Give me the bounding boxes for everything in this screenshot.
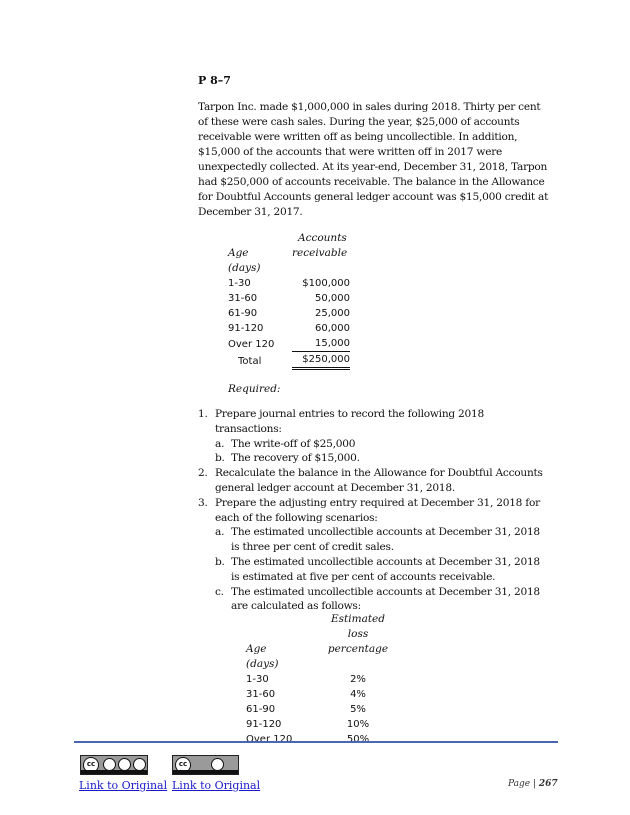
requirement-text: The estimated uncollectible accounts at December 31, 2018 [231,585,540,598]
intro-line: unexpectedly collected. At its year-end, December 31, 2018, Tarpon [198,161,548,173]
link-to-original-2[interactable]: Link to Original [172,779,261,792]
requirement-1b [198,451,558,466]
table-row [246,717,390,732]
cc-icon: cc [175,757,191,773]
intro-line: December 31, 2017. [198,206,303,218]
total-row [228,352,350,369]
requirement-text: The write-off of $25,000 [231,437,356,450]
age-cell: Over 120 [228,338,275,350]
table-row [246,687,390,702]
table-row [228,321,350,336]
cc-by-nc-sa-badge[interactable] [80,755,148,775]
requirement-1a [198,437,558,452]
header-age: Age [228,247,249,259]
intro-line: $15,000 of the accounts that were written off in 2017 were [198,146,503,158]
intro-line: of these were cash sales. During the year, $25,000 of accounts [198,116,520,128]
total-amount: $250,000 [292,352,350,369]
table-row [246,672,390,687]
table-row [246,732,390,747]
requirement-3b [198,555,558,585]
item-letter: a. [215,437,225,450]
amount-cell: 15,000 [292,336,350,352]
amount-cell: $100,000 [302,278,350,289]
requirement-text: each of the following scenarios: [215,511,378,524]
loss-percentage-table [246,612,390,747]
cc-icon: cc [83,757,99,773]
page-number-value: 267 [538,779,558,789]
intro-line: receivable were written off as being uncollectible. In addition, [198,131,518,143]
requirement-3a [198,525,558,555]
table-row [228,306,350,321]
requirement-3c [198,585,558,615]
accounts-receivable-table [228,231,350,370]
requirement-text: is estimated at five per cent of accounts receivable. [231,570,496,583]
table-row [228,291,350,306]
pct-cell: 50% [346,734,370,745]
amount-cell: 60,000 [315,323,350,334]
age-cell: 31-60 [228,293,258,304]
age-cell: 1-30 [228,278,251,289]
header-age: Age [246,643,267,655]
page-number [508,779,558,789]
requirement-text: The recovery of $15,000. [231,452,360,465]
item-letter: b. [215,555,225,568]
age-cell: 1-30 [246,674,269,685]
total-label: Total [238,355,262,367]
item-letter: a. [215,526,225,539]
header-estimated: Estimated [330,613,385,625]
intro-line: had $250,000 of accounts receivable. The balance in the Allowance [198,176,545,188]
intro-line: for Doubtful Accounts general ledger account was $15,000 credit at [198,191,549,203]
header-accounts: Accounts [298,232,347,244]
age-cell: Over 120 [246,734,293,745]
badge-strip [173,770,238,774]
item-letter: c. [215,585,224,598]
requirement-text: are calculated as follows: [231,600,361,613]
required-heading: Required: [228,383,281,395]
requirement-text: transactions: [215,422,282,435]
header-percentage: percentage [327,643,389,655]
pct-cell: 4% [350,689,366,700]
pct-cell: 2% [350,674,366,685]
intro-line: Tarpon Inc. made $1,000,000 in sales during 2018. Thirty per cent [198,101,541,113]
age-cell: 61-90 [228,308,258,319]
header-days: (days) [228,262,261,274]
problem-title: P 8–7 [198,74,231,87]
amount-cell: 25,000 [315,308,350,319]
amount-cell: 50,000 [315,293,350,304]
item-letter: b. [215,452,225,465]
requirements-list [198,407,558,614]
requirement-2 [198,466,558,496]
table-row [246,702,390,717]
header-receivable: receivable [292,247,348,259]
age-cell: 61-90 [246,704,276,715]
requirement-text: Prepare journal entries to record the following 2018 [215,408,484,420]
badge-strip [81,770,147,774]
requirement-text: Prepare the adjusting entry required at December 31, 2018 for [215,496,540,509]
age-cell: 91-120 [246,719,282,730]
item-number: 2. [198,467,208,480]
problem-intro [198,100,554,220]
requirement-text: Recalculate the balance in the Allowance for Doubtful Accounts [215,467,543,480]
header-days: (days) [246,658,279,670]
requirement-3 [198,496,558,526]
requirement-text: The estimated uncollectible accounts at December 31, 2018 [231,526,540,539]
requirement-text: The estimated uncollectible accounts at December 31, 2018 [231,555,540,568]
pct-cell: 10% [346,719,370,730]
footer-divider [74,741,558,743]
requirement-text: general ledger account at December 31, 2018. [215,481,456,494]
item-number: 3. [198,496,208,509]
link-to-original-1[interactable]: Link to Original [79,779,168,792]
table-row [228,276,350,291]
requirement-1 [198,407,558,437]
pct-cell: 5% [350,704,366,715]
requirement-text: is three per cent of credit sales. [231,541,394,554]
cc-by-badge[interactable] [172,755,239,775]
page-prefix: Page | [508,779,539,789]
age-cell: 31-60 [246,689,276,700]
table-row [228,336,350,352]
item-number: 1. [198,408,208,420]
age-cell: 91-120 [228,323,264,334]
header-loss: loss [347,628,369,640]
